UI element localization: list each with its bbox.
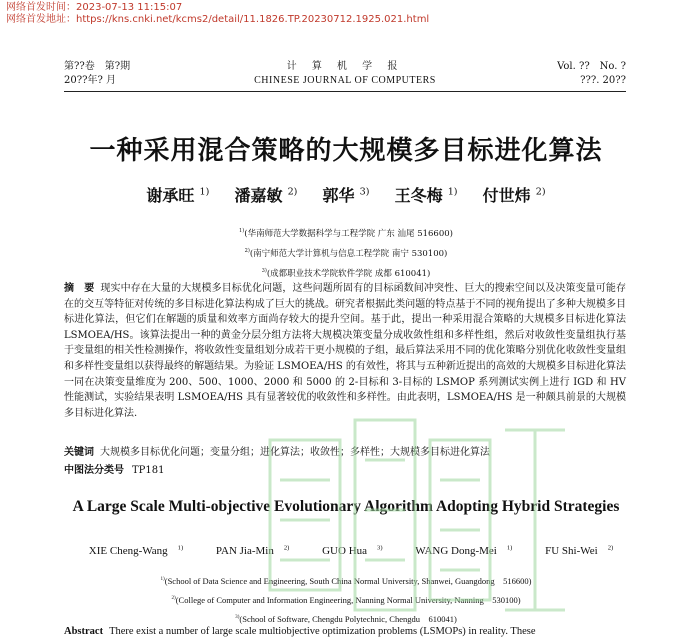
author-name: GUO Hua — [322, 544, 368, 557]
author-name: 谢承旺 — [146, 186, 195, 205]
abstract-en — [64, 626, 626, 637]
abstract-en-text: There exist a number of large scale multiobjective optimization problems (LSMOPs) in reality. These — [109, 626, 536, 637]
author-cn — [483, 186, 546, 205]
vol-no-en: Vol. ?? No. ? — [557, 61, 626, 72]
abstract-text: 现实中存在大量的大规模多目标优化问题，这些问题所固有的目标函数间冲突性、巨大的搜索空间以及决策变量可能存在的交互等特征对传统的多目标进化算法构成了巨大的挑战。研究者根据此类问题的特点基于不同的视角提出了多种大规模多目标进化算法，但它们在解题的质量和效率方面尚存较大的提升空间。基于此，提出一种采用混合策略的大规模多目标进化算法 LSMOEA/HS。该算法提出一种的黄金分层分组方法将大规模决策变量分成收敛性组和多样性组，然后对收敛性变量组执行基于变量组的相关性检测操作，将收敛性变量组划分成若干更小规模的子组，最后算法采用不同的优化策略分别优化收敛性变量组和多样性变量组以获得最终的解题结果。为验证 LSMOEA/HS 的有效性，将其与五种新近提出的高效的大规模多目标进化算法一同在决策变量维度为 200、500、1000、2000 和 5000 的 2-目标和 3-目标的 LSMOP 系列测试实例上进行 IGD 和 HV 性能测试，实验结果表明 LSMOEA/HS 具有显著较优的收敛性和多样性。由此表明，LSMOEA/HS 是一种颇具前景的大规模多目标进化算法. — [64, 283, 627, 419]
affiliation-text: (南宁师范大学计算机与信息工程学院 南宁 530100) — [249, 248, 448, 259]
online-publish-address[interactable]: 网络首发地址：https://kns.cnki.net/kcms2/detail/11.1826.TP.20230712.1925.021.html — [6, 14, 430, 25]
clc-value: TP181 — [132, 465, 165, 476]
online-publish-time: 网络首发时间：2023-07-13 11:15:07 — [6, 2, 183, 13]
author-en — [535, 545, 613, 557]
affiliation-cn — [0, 225, 692, 240]
abstract-cn — [64, 281, 626, 421]
affiliation-cn — [0, 245, 692, 260]
affiliation-sup: 2) — [171, 595, 176, 601]
affiliation-sup: 3) — [261, 268, 267, 274]
date-en: ???. 20?? — [580, 75, 626, 86]
paper-title-en: A Large Scale Multi-objective Evolutionary Algorithm Adopting Hybrid Strategies — [72, 498, 620, 515]
journal-name-cn: 计 算 机 学 报 — [286, 61, 404, 72]
author-name: FU Shi-Wei — [545, 544, 598, 557]
author-sup: 1) — [506, 544, 513, 551]
author-en — [405, 545, 512, 557]
header-rule — [64, 91, 626, 92]
author-name: 王冬梅 — [394, 186, 443, 205]
author-name: PAN Jia-Min — [215, 544, 274, 557]
affiliation-sup: 1) — [239, 228, 245, 234]
affiliation-text: (School of Data Science and Engineering, South China Normal University, Shanwei, Guangdong 516600) — [164, 575, 532, 586]
keywords-cn — [64, 443, 626, 458]
affiliation-cn — [0, 265, 692, 280]
author-sup: 1) — [177, 544, 184, 551]
author-en — [312, 545, 382, 557]
author-name: 郭华 — [322, 186, 355, 205]
affiliation-text: (College of Computer and Information Engineering, Nanning Normal University, Nanning 530100) — [175, 594, 521, 605]
affiliation-text: (华南师范大学数据科学与工程学院 广东 汕尾 516600) — [244, 228, 453, 239]
journal-name-en: CHINESE JOURNAL OF COMPUTERS — [254, 75, 436, 86]
author-name: 潘嘉敏 — [234, 186, 283, 205]
affiliation-sup: 3) — [235, 614, 240, 620]
clc-number — [64, 461, 165, 476]
author-sup: 3) — [377, 544, 383, 551]
authors-cn — [0, 183, 692, 206]
affiliation-en — [0, 611, 692, 625]
author-cn — [234, 186, 297, 205]
year-month: 20??年? 月 — [64, 75, 116, 86]
paper-title-cn: 一种采用混合策略的大规模多目标进化算法 — [89, 136, 603, 166]
journal-header — [64, 60, 626, 94]
keywords-label: 关键词 — [64, 447, 94, 458]
authors-en — [0, 544, 692, 557]
affiliation-en — [0, 592, 692, 606]
author-sup: 1) — [447, 186, 458, 198]
author-cn — [323, 186, 370, 205]
clc-label: 中图法分类号 — [64, 465, 124, 476]
author-name: WANG Dong-Mei — [415, 544, 497, 557]
affiliation-en — [0, 573, 692, 587]
abstract-label: 摘 要 — [64, 283, 95, 294]
header-center — [64, 60, 626, 88]
abstract-en-label: Abstract — [64, 626, 104, 637]
affiliation-sup: 2) — [244, 248, 250, 254]
author-sup: 1) — [199, 186, 210, 198]
author-cn — [395, 186, 458, 205]
author-sup: 2) — [283, 544, 290, 551]
author-sup: 2) — [287, 186, 298, 198]
author-name: XIE Cheng-Wang — [88, 544, 168, 557]
author-sup: 2) — [607, 544, 614, 551]
author-cn — [146, 186, 209, 205]
volume-issue: 第??卷 第?期 — [64, 61, 131, 72]
affiliation-sup: 1) — [160, 576, 165, 582]
header-right — [557, 60, 626, 88]
author-name: 付世炜 — [482, 186, 531, 205]
author-en — [206, 545, 289, 557]
author-en — [79, 545, 183, 557]
author-sup: 2) — [535, 186, 546, 198]
keywords-text: 大规模多目标优化问题；变量分组；进化算法；收敛性；多样性；大规模多目标进化算法 — [100, 447, 490, 458]
affiliation-text: (School of Software, Chengdu Polytechnic, Chengdu 610041) — [239, 613, 457, 624]
author-sup: 3) — [359, 186, 370, 198]
affiliation-text: (成都职业技术学院软件学院 成都 610041) — [266, 268, 431, 279]
